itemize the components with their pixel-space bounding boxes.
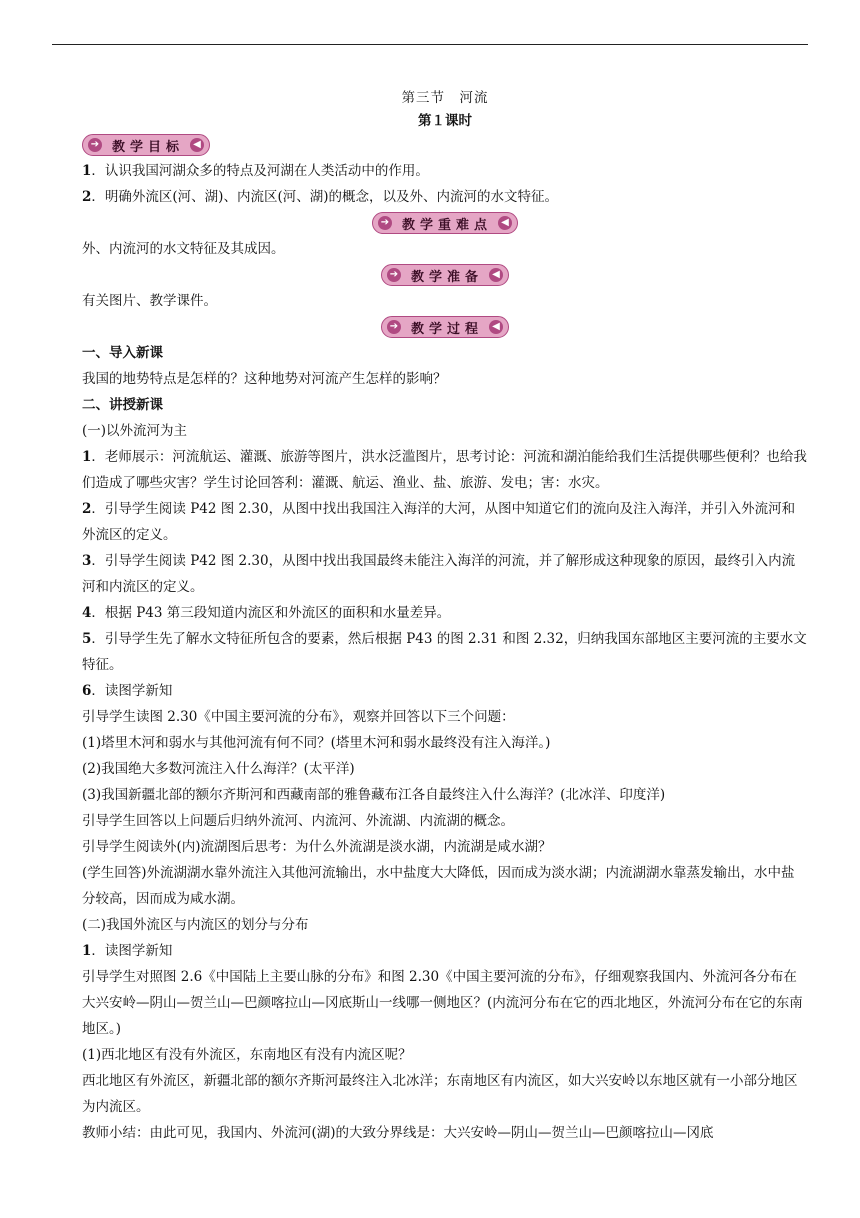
header-rule bbox=[52, 44, 808, 45]
arrow-right-icon: ➔ bbox=[387, 320, 401, 334]
preparation-text: 有关图片、教学课件。 bbox=[82, 293, 217, 309]
objectives-banner-label: 教学目标 bbox=[112, 139, 185, 155]
arrow-left-icon: ◀ bbox=[489, 320, 503, 334]
read-map-line: (3)我国新疆北部的额尔齐斯河和西藏南部的雅鲁藏布江各自最终注入什么海洋？(北冰洋、印度洋) bbox=[82, 787, 666, 803]
division-line: 引导学生对照图 2.6《中国陆上主要山脉的分布》和图 2.30《中国主要河流的分布》，仔细观察我国内、外流河各分布在大兴安岭—阴山—贺兰山—巴颜喀拉山—冈底斯山一线哪一侧地区？(内流河分布在它的西北地区，外流河分布在它的东南地区。) bbox=[82, 969, 803, 1037]
subheading-outflow: (一)以外流河为主 bbox=[82, 423, 188, 439]
division-line: 西北地区有外流区，新疆北部的额尔齐斯河最终注入北冰洋；东南地区有内流区，如大兴安岭以东地区就有一小部分地区为内流区。 bbox=[82, 1073, 798, 1115]
heading-teaching: 二、讲授新课 bbox=[82, 397, 163, 413]
arrow-left-icon: ◀ bbox=[190, 138, 204, 152]
document-body bbox=[82, 86, 808, 1146]
process-item: 2．引导学生阅读 P42 图 2.30，从图中找出我国注入海洋的大河，从图中知道它们的流向及注入海洋，并引入外流河和外流区的定义。 bbox=[82, 501, 796, 543]
process-item: 3．引导学生阅读 P42 图 2.30，从图中找出我国最终未能注入海洋的河流，并了解形成这种现象的原因，最终引入内流河和内流区的定义。 bbox=[82, 553, 796, 595]
process-item: 1．老师展示：河流航运、灌溉、旅游等图片，洪水泛滥图片，思考讨论：河流和湖泊能给我们生活提供哪些便利？也给我们造成了哪些灾害？学生讨论回答利：灌溉、航运、渔业、盐、旅游、发电；害：水灾。 bbox=[82, 449, 807, 491]
key-points-text: 外、内流河的水文特征及其成因。 bbox=[82, 241, 285, 257]
division-line: (1)西北地区有没有外流区，东南地区有没有内流区呢？ bbox=[82, 1047, 412, 1063]
preparation-banner-label: 教学准备 bbox=[410, 269, 483, 285]
arrow-right-icon: ➔ bbox=[378, 216, 392, 230]
read-map-line: 引导学生回答以上问题后归纳外流河、内流河、外流湖、内流湖的概念。 bbox=[82, 813, 514, 829]
arrow-right-icon: ➔ bbox=[387, 268, 401, 282]
process-item: 4．根据 P43 第三段知道内流区和外流区的面积和水量差异。 bbox=[82, 605, 451, 621]
objectives-banner-row bbox=[82, 132, 808, 158]
preparation-banner-row bbox=[82, 262, 808, 288]
process-banner-label: 教学过程 bbox=[410, 321, 483, 337]
objectives-banner bbox=[82, 134, 210, 156]
objective-item: 1．认识我国河湖众多的特点及河湖在人类活动中的作用。 bbox=[82, 163, 429, 179]
read-map-line: (2)我国绝大多数河流注入什么海洋？(太平洋) bbox=[82, 761, 355, 777]
read-map-line: 引导学生读图 2.30《中国主要河流的分布》，观察并回答以下三个问题： bbox=[82, 709, 515, 725]
preparation-banner bbox=[381, 264, 509, 286]
process-item: 6．读图学新知 bbox=[82, 683, 173, 699]
key-points-banner-label: 教学重难点 bbox=[401, 217, 492, 233]
division-line: 教师小结：由此可见，我国内、外流河(湖)的大致分界线是：大兴安岭—阴山—贺兰山—巴颜喀拉山—冈底 bbox=[82, 1125, 714, 1141]
key-points-banner-row bbox=[82, 210, 808, 236]
section-title: 第三节 河流 bbox=[401, 90, 489, 106]
process-banner bbox=[381, 316, 509, 338]
intro-question: 我国的地势特点是怎样的？这种地势对河流产生怎样的影响？ bbox=[82, 371, 447, 387]
read-map-line: 引导学生阅读外(内)流湖图后思考：为什么外流湖是淡水湖，内流湖是咸水湖？ bbox=[82, 839, 552, 855]
read-map-line: (1)塔里木河和弱水与其他河流有何不同？(塔里木河和弱水最终没有注入海洋。) bbox=[82, 735, 551, 751]
heading-intro: 一、导入新课 bbox=[82, 345, 163, 361]
read-map-line: (学生回答)外流湖湖水靠外流注入其他河流输出，水中盐度大大降低，因而成为淡水湖；内流湖湖水靠蒸发输出，水中盐分较高，因而成为咸水湖。 bbox=[82, 865, 795, 907]
lesson-title: 第１课时 bbox=[418, 113, 472, 129]
process-banner-row bbox=[82, 314, 808, 340]
arrow-left-icon: ◀ bbox=[498, 216, 512, 230]
process-item: 1．读图学新知 bbox=[82, 943, 173, 959]
arrow-right-icon: ➔ bbox=[88, 138, 102, 152]
arrow-left-icon: ◀ bbox=[489, 268, 503, 282]
process-item: 5．引导学生先了解水文特征所包含的要素，然后根据 P43 的图 2.31 和图 2.32，归纳我国东部地区主要河流的主要水文特征。 bbox=[82, 631, 807, 673]
key-points-banner bbox=[372, 212, 518, 234]
objective-item: 2．明确外流区(河、湖)、内流区(河、湖)的概念，以及外、内流河的水文特征。 bbox=[82, 189, 558, 205]
subheading-division: (二)我国外流区与内流区的划分与分布 bbox=[82, 917, 309, 933]
